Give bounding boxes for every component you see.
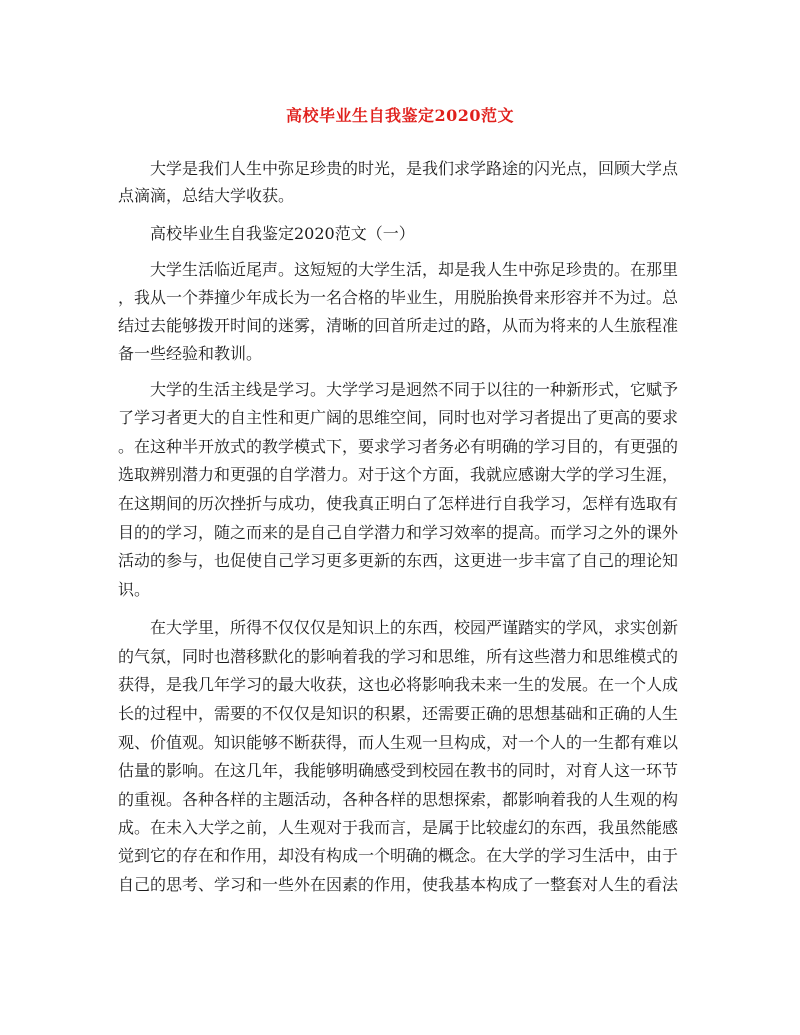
paragraph-line: 识。 — [118, 580, 151, 599]
paragraph-line: 结过去能够拨开时间的迷雾，清晰的回首所走过的路，从而为将来的人生旅程准 — [118, 316, 679, 335]
paragraph-line: 在这期间的历次挫折与成功，使我真正明白了怎样进行自我学习，怎样有选取有 — [118, 494, 679, 513]
paragraph-line: 自己的思考、学习和一些外在因素的作用，使我基本构成了一整套对人生的看法 — [118, 875, 679, 894]
paragraph-line: 获得，是我几年学习的最大收获，这也必将影响我未来一生的发展。在一个人成 — [118, 675, 679, 694]
paragraph-line: 长的过程中，需要的不仅仅是知识的积累，还需要正确的思想基础和正确的人生 — [118, 704, 679, 723]
paragraph-line: 大学生活临近尾声。这短短的大学生活，却是我人生中弥足珍贵的。在那里 — [150, 260, 679, 279]
paragraph-line: 活动的参与，也促使自己学习更多更新的东西，这更进一步丰富了自己的理论知 — [118, 551, 679, 570]
paragraph-line: 在大学里，所得不仅仅仅是知识上的东西，校园严谨踏实的学风，求实创新 — [150, 618, 679, 637]
paragraph-line: 估量的影响。在这几年，我能够明确感受到校园在教书的同时，对育人这一环节 — [118, 761, 679, 780]
paragraph-line: 的气氛，同时也潜移默化的影响着我的学习和思维，所有这些潜力和思维模式的 — [118, 647, 679, 666]
paragraph-line: 的重视。各种各样的主题活动，各种各样的思想探索，都影响着我的人生观的构 — [118, 790, 679, 809]
paragraph-line: 备一些经验和教训。 — [118, 344, 263, 363]
paragraph-line: ，我从一个莽撞少年成长为一名合格的毕业生，用脱胎换骨来形容并不为过。总 — [118, 288, 679, 307]
paragraph-line: 觉到它的存在和作用，却没有构成一个明确的概念。在大学的学习生活中，由于 — [118, 846, 679, 865]
paragraph-line: 观、价值观。知识能够不断获得，而人生观一旦构成，对一个人的一生都有难以 — [118, 733, 679, 752]
paragraph-line: 点滴滴，总结大学收获。 — [118, 186, 295, 205]
paragraph-line: 选取辨别潜力和更强的自学潜力。对于这个方面，我就应感谢大学的学习生涯， — [118, 465, 679, 484]
paragraph-line: 大学的生活主线是学习。大学学习是迥然不同于以往的一种新形式，它赋予 — [150, 380, 679, 399]
paragraph-line: 大学是我们人生中弥足珍贵的时光，是我们求学路途的闪光点，回顾大学点 — [150, 159, 679, 178]
paragraph-line: 。在这种半开放式的教学模式下，要求学习者务必有明确的学习目的，有更强的 — [118, 437, 679, 456]
paragraph-line: 了学习者更大的自主性和更广阔的思维空间，同时也对学习者提出了更高的要求 — [118, 408, 679, 427]
paragraph-line: 成。在未入大学之前，人生观对于我而言，是属于比较虚幻的东西，我虽然能感 — [118, 818, 679, 837]
paragraph-line: 目的的学习，随之而来的是自己自学潜力和学习效率的提高。而学习之外的课外 — [118, 523, 679, 542]
document-title: 高校毕业生自我鉴定2020范文 — [285, 106, 515, 125]
section-heading: 高校毕业生自我鉴定2020范文（一） — [150, 224, 415, 243]
